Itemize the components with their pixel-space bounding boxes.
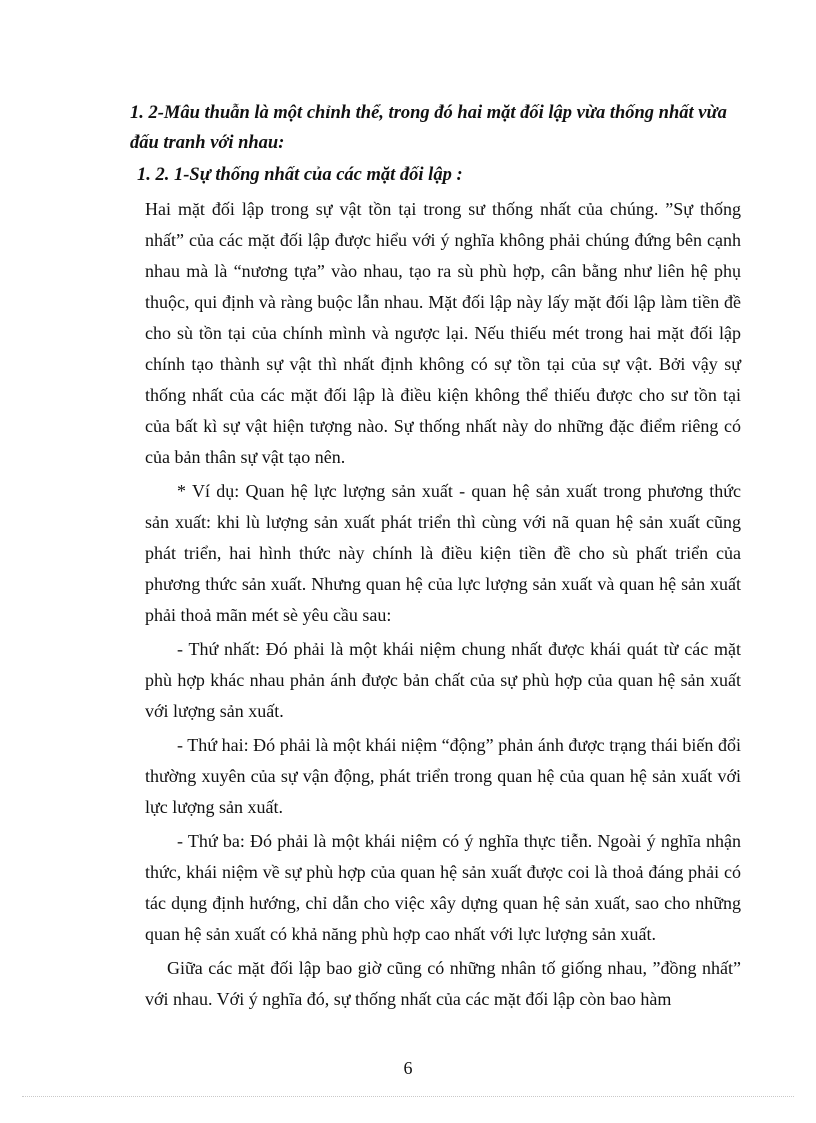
body-text bbox=[145, 194, 741, 1018]
paragraph-third-point: - Thứ ba: Đó phải là một khái niệm có ý nghĩa thực tiễn. Ngoài ý nghĩa nhận thức, khái niệm về sự phù hợp của quan hệ sản xuất được coi là thoả đáng phải có tác dụng định hướng, chỉ dẫn cho việc xây dựng quan hệ sản xuất, sao cho những quan hệ sản xuất có khả năng phù hợp cao nhất với lực lượng sản xuất. bbox=[145, 831, 741, 944]
paragraph-second-point: - Thứ hai: Đó phải là một khái niệm “động” phản ánh được trạng thái biến đổi thường xuyên của sự vận động, phát triển trong quan hệ của quan hệ sản xuất với lực lượng sản xuất. bbox=[145, 735, 741, 817]
paragraph-intro: Hai mặt đối lập trong sự vật tồn tại trong sư thống nhất của chúng. ”Sự thống nhất” của các mặt đối lập được hiểu với ý nghĩa không phải chúng đứng bên cạnh nhau mà là “nương tựa” vào nhau, tạo ra sù phù hợp, cân bằng như liên hệ phụ thuộc, qui định và ràng buộc lẫn nhau. Mặt đối lập này lấy mặt đối lập làm tiền đề cho sù tồn tại của chính mình và ngược lại. Nếu thiếu mét trong hai mặt đối lập chính tạo thành sự vật thì nhất định không có sự tồn tại của sự vật. Bởi vậy sự thống nhất của các mặt đối lập là điều kiện không thể thiếu được cho sư tồn tại của bất kì sự vật hiện tượng nào. Sự thống nhất này do những đặc điểm riêng có của bản thân sự vật tạo nên. bbox=[145, 199, 741, 467]
section-heading: 1. 2-Mâu thuẫn là một chỉnh thể, trong đó hai mặt đối lập vừa thống nhất vừa đấu tranh với nhau: bbox=[130, 103, 727, 153]
paragraph-example: * Ví dụ: Quan hệ lực lượng sản xuất - quan hệ sản xuất trong phương thức sản xuất: khi lù lượng sản xuất phát triển thì cùng với nã quan hệ sản xuất cũng phát triển, hai hình thức này chính là điều kiện tiền đề cho sù phất triển của phương thức sản xuất. Nhưng quan hệ của lực lượng sản xuất và quan hệ sản xuất phải thoả mãn mét sè yêu cầu sau: bbox=[145, 481, 741, 625]
page-number: 6 bbox=[403, 1058, 413, 1078]
subsection-heading: 1. 2. 1-Sự thống nhất của các mặt đối lập : bbox=[137, 165, 463, 185]
paragraph-closing: Giữa các mặt đối lập bao giờ cũng có những nhân tố giống nhau, ”đồng nhất” với nhau. Với ý nghĩa đó, sự thống nhất của các mặt đối lập còn bao hàm bbox=[145, 958, 741, 1009]
paragraph-first-point: - Thứ nhất: Đó phải là một khái niệm chung nhất được khái quát từ các mặt phù hợp khác nhau phản ánh được bản chất của sự phù hợp của quan hệ sản xuất với lượng sản xuất. bbox=[145, 639, 741, 721]
footer-divider bbox=[22, 1096, 794, 1097]
